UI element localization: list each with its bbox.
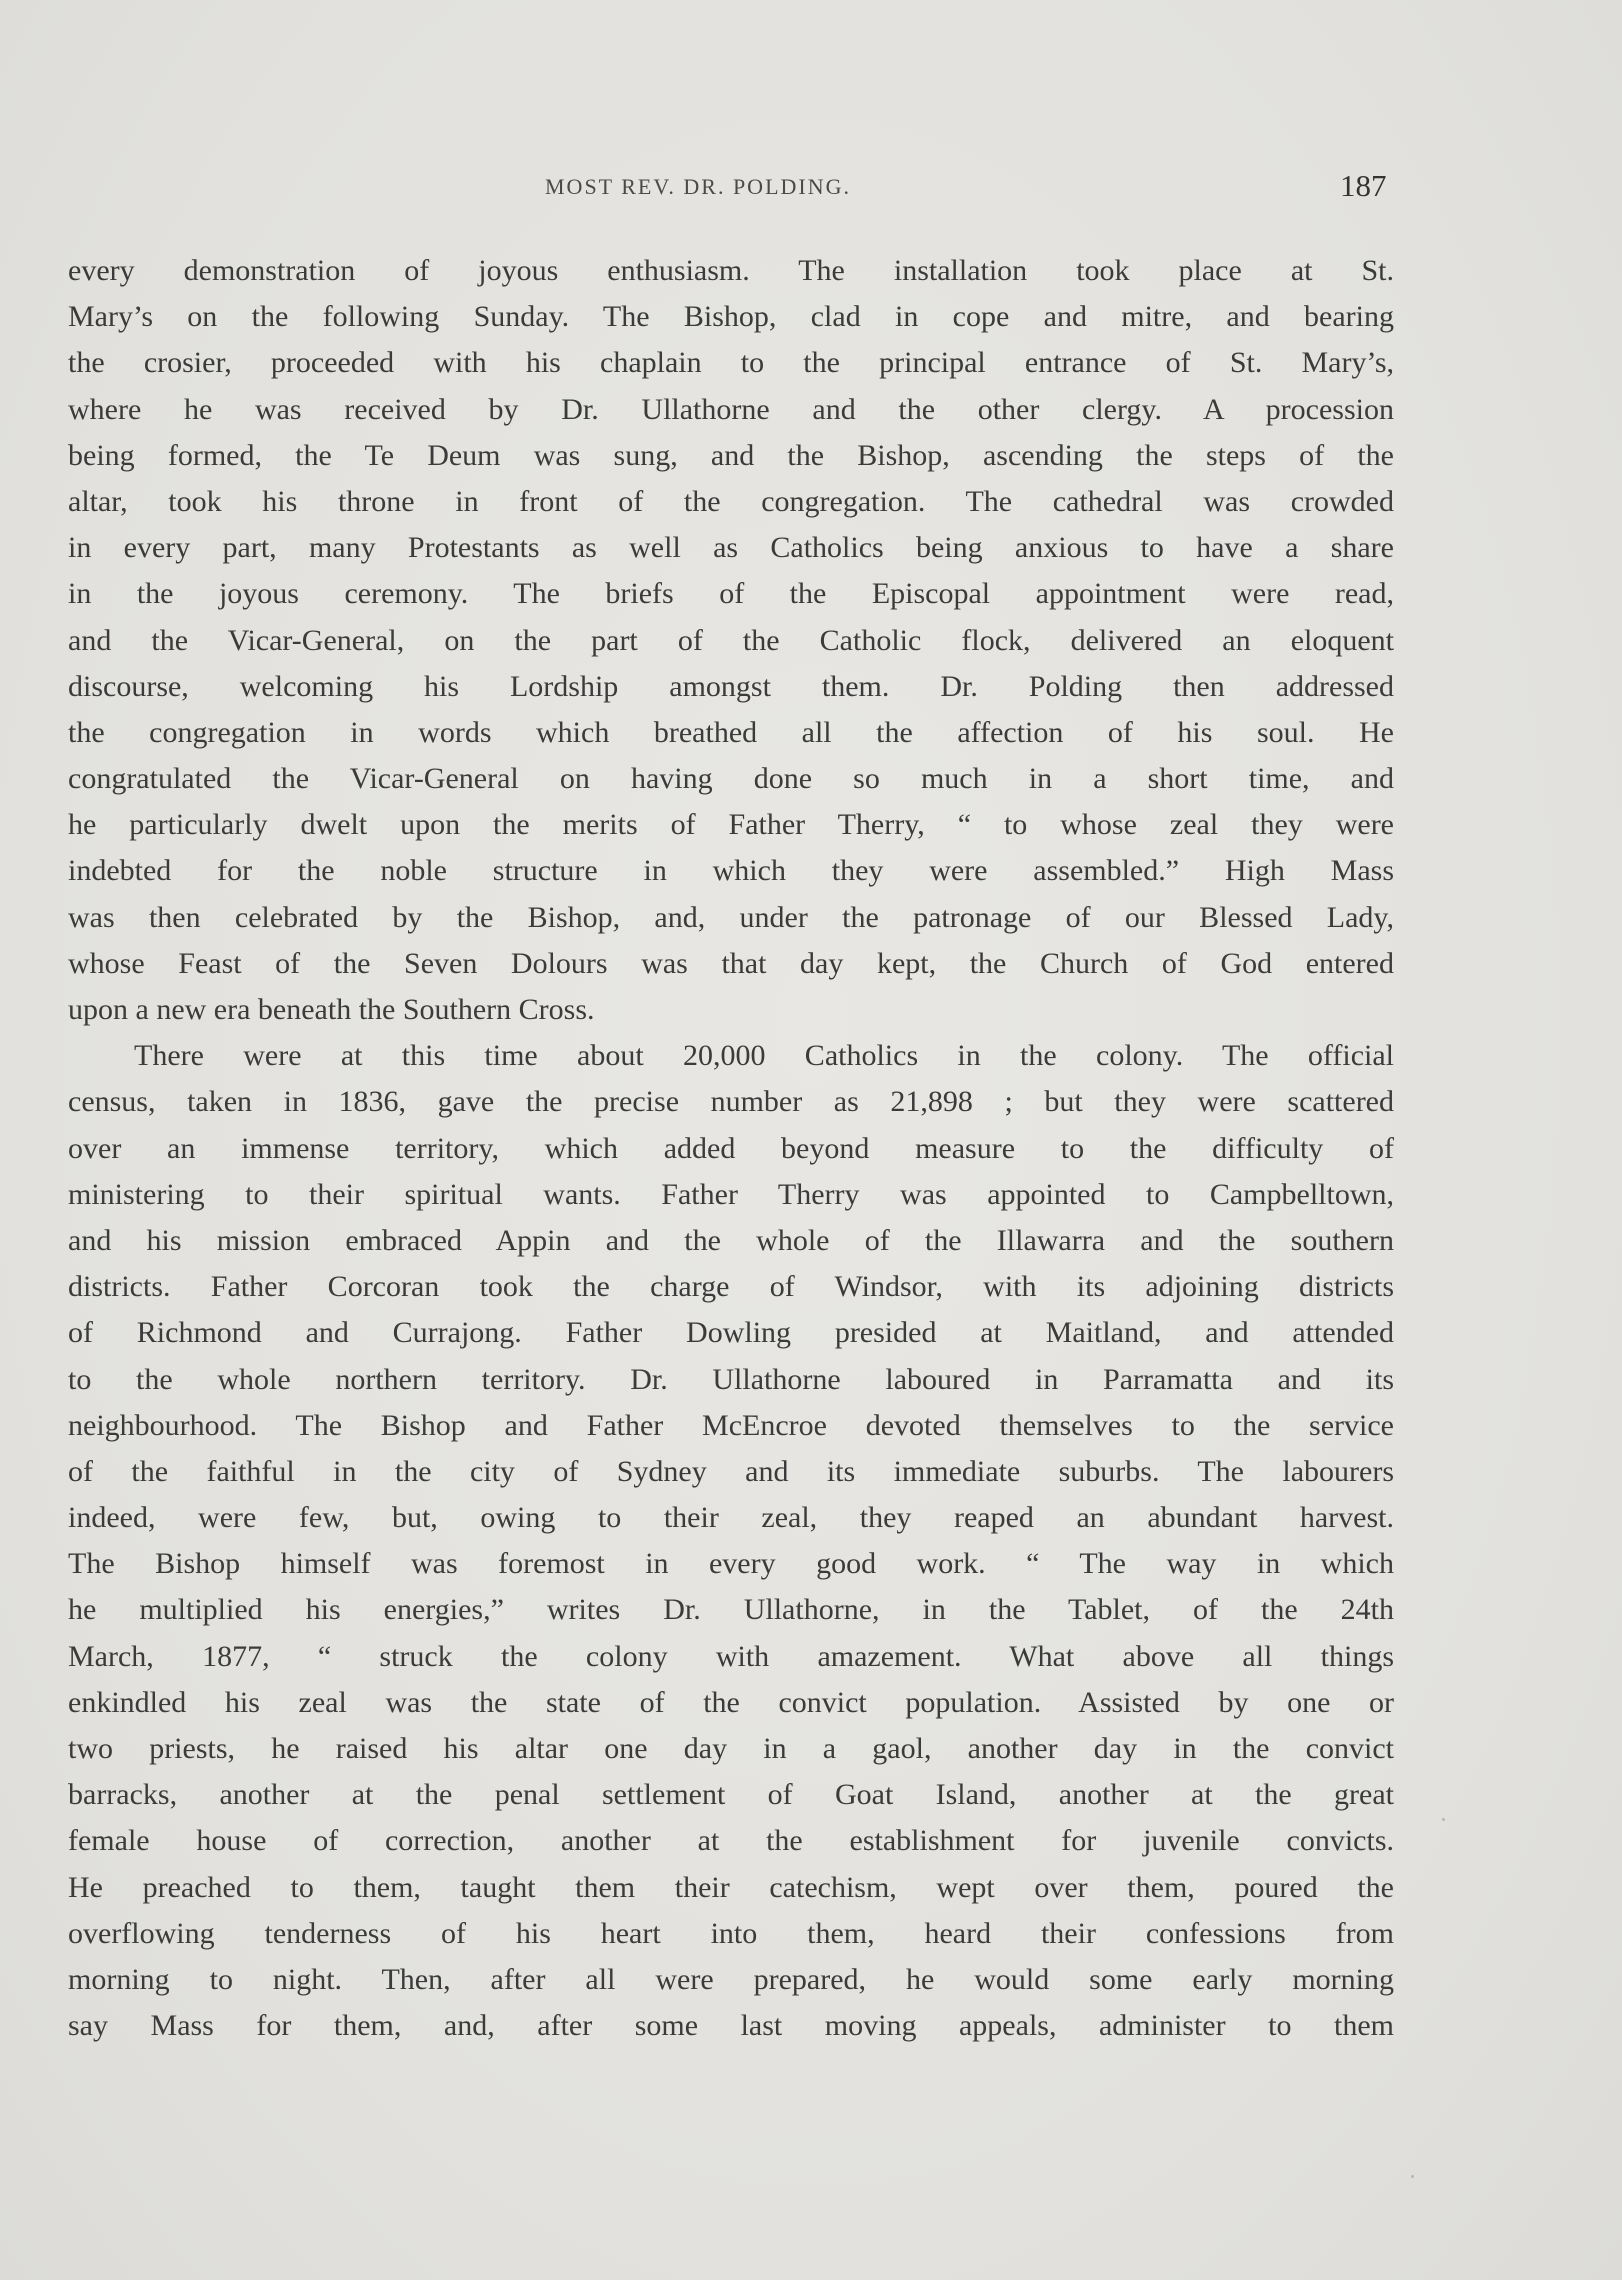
text-line: and his mission embraced Appin and the whole of the Illawarra and the southern: [68, 1223, 1394, 1257]
text-line: he particularly dwelt upon the merits of Father Therry, “ to whose zeal they were: [68, 808, 1394, 842]
text-line: morning to night. Then, after all were prepared, he would some early morning: [68, 1962, 1394, 1996]
text-line: female house of correction, another at the establishment for juvenile convicts.: [68, 1824, 1394, 1858]
text-line: altar, took his throne in front of the congregation. The cathedral was crowded: [68, 484, 1394, 518]
text-line: every demonstration of joyous enthusiasm. The installation took place at St.: [68, 254, 1394, 287]
text-line: census, taken in 1836, gave the precise number as 21,898 ; but they were scattered: [68, 1085, 1394, 1119]
text-line: neighbourhood. The Bishop and Father McEncroe devoted themselves to the service: [68, 1408, 1394, 1442]
text-line: indebted for the noble structure in which they were assembled.” High Mass: [68, 854, 1394, 888]
text-line: indeed, were few, but, owing to their zeal, they reaped an abundant harvest.: [68, 1501, 1394, 1535]
text-line: in the joyous ceremony. The briefs of the Episcopal appointment were read,: [68, 577, 1394, 611]
text-line: to the whole northern territory. Dr. Ullathorne laboured in Parramatta and its: [68, 1362, 1394, 1396]
text-line: the crosier, proceeded with his chaplain to the principal entrance of St. Mary’s,: [68, 346, 1394, 380]
text-line: The Bishop himself was foremost in every good work. “ The way in which: [68, 1547, 1394, 1581]
text-line: being formed, the Te Deum was sung, and the Bishop, ascending the steps of the: [68, 438, 1394, 472]
text-line: He preached to them, taught them their catechism, wept over them, poured the: [68, 1870, 1394, 1904]
paper-speck: [1442, 1818, 1445, 1821]
text-line: There were at this time about 20,000 Catholics in the colony. The official: [134, 1039, 1394, 1073]
text-line: was then celebrated by the Bishop, and, under the patronage of our Blessed Lady,: [68, 900, 1394, 934]
text-line: upon a new era beneath the Southern Cross.: [68, 993, 595, 1026]
text-line: discourse, welcoming his Lordship amongst them. Dr. Polding then addressed: [68, 669, 1394, 703]
text-line: Mary’s on the following Sunday. The Bishop, clad in cope and mitre, and bearing: [68, 300, 1394, 334]
text-line: districts. Father Corcoran took the charge of Windsor, with its adjoining districts: [68, 1270, 1394, 1304]
text-line: March, 1877, “ struck the colony with amazement. What above all things: [68, 1639, 1394, 1673]
text-line: ministering to their spiritual wants. Father Therry was appointed to Campbelltown,: [68, 1177, 1394, 1211]
text-line: over an immense territory, which added beyond measure to the difficulty of: [68, 1131, 1394, 1165]
text-line: enkindled his zeal was the state of the convict population. Assisted by one or: [68, 1685, 1394, 1719]
text-line: two priests, he raised his altar one day in a gaol, another day in the convict: [68, 1732, 1394, 1765]
text-line: say Mass for them, and, after some last moving appeals, administer to them: [68, 2009, 1394, 2043]
running-title: MOST REV. DR. POLDING.: [545, 174, 852, 199]
paper-speck: [1411, 2175, 1414, 2178]
body-text: [68, 248, 1394, 2049]
text-line: whose Feast of the Seven Dolours was that day kept, the Church of God entered: [68, 946, 1394, 980]
running-head: [0, 168, 1622, 208]
text-line: in every part, many Protestants as well as Catholics being anxious to have a share: [68, 531, 1394, 565]
text-line: barracks, another at the penal settlement of Goat Island, another at the great: [68, 1778, 1394, 1812]
text-line: he multiplied his energies,” writes Dr. Ullathorne, in the Tablet, of the 24th: [68, 1593, 1394, 1627]
text-line: of Richmond and Currajong. Father Dowling presided at Maitland, and attended: [68, 1316, 1394, 1350]
text-line: of the faithful in the city of Sydney and its immediate suburbs. The labourers: [68, 1454, 1394, 1488]
text-line: where he was received by Dr. Ullathorne and the other clergy. A procession: [68, 392, 1394, 426]
text-line: the congregation in words which breathed all the affection of his soul. He: [68, 715, 1394, 749]
text-line: overflowing tenderness of his heart into them, heard their confessions from: [68, 1916, 1394, 1950]
text-line: congratulated the Vicar-General on having done so much in a short time, and: [68, 762, 1394, 796]
text-line: and the Vicar-General, on the part of the Catholic flock, delivered an eloquent: [68, 623, 1394, 657]
page-number: 187: [1340, 168, 1387, 203]
